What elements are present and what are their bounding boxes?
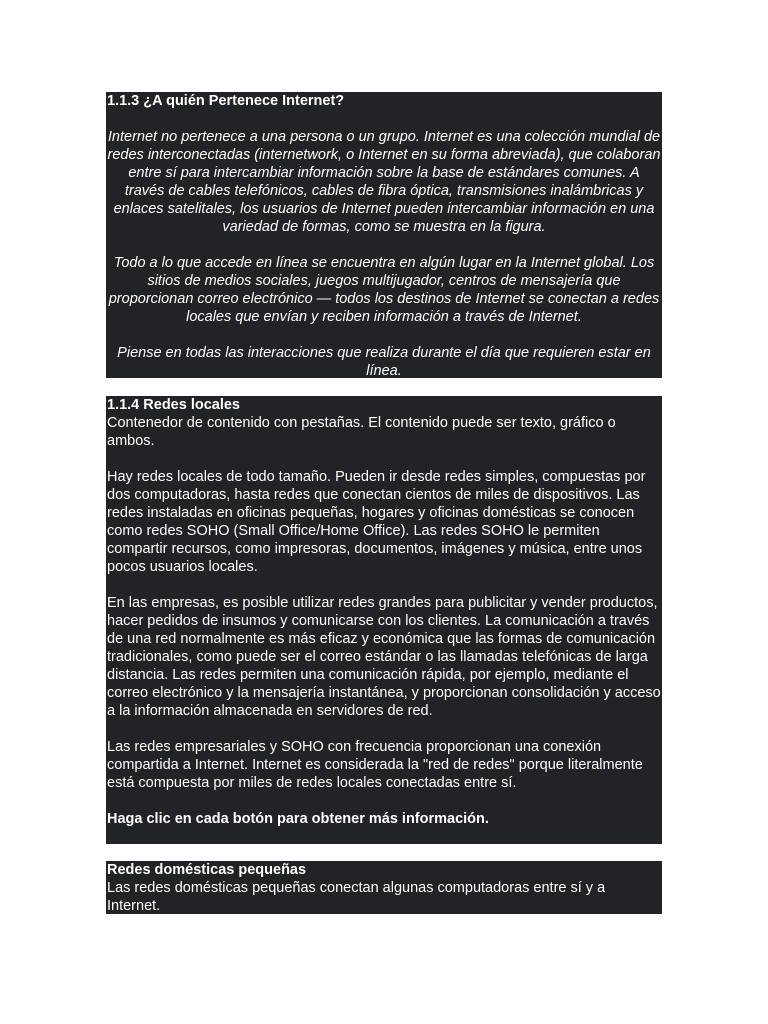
intro-text: Contenedor de contenido con pestañas. El contenido puede ser texto, gráfico o ambos. (107, 415, 616, 449)
paragraph: Hay redes locales de todo tamaño. Pueden ir desde redes simples, compuestas por dos computadoras, hasta redes que conectan cientos de miles de dispositivos. Las redes instaladas en oficinas pequeñas, hogares y oficinas domésticas se conocen como redes SOHO (Small Office/Home Office). Las redes SOHO le permiten compartir recursos, como impresoras, documentos, imágenes y música, entre unos pocos usuarios locales. (107, 469, 646, 575)
section-heading: 1.1.3 ¿A quién Pertenece Internet? (107, 93, 345, 109)
paragraph: Piense en todas las interacciones que realiza durante el día que requieren estar en línea. (117, 345, 651, 379)
section-local-networks (106, 396, 662, 844)
paragraph: Las redes domésticas pequeñas conectan algunas computadoras entre sí y a Internet. (107, 880, 606, 914)
instruction-text: Haga clic en cada botón para obtener más información. (107, 811, 489, 827)
section-small-home-networks (106, 861, 662, 914)
section-heading: 1.1.4 Redes locales (107, 397, 240, 413)
paragraph: Las redes empresariales y SOHO con frecuencia proporcionan una conexión compartida a Internet. Internet es considerada la "red de redes" porque literalmente está compuesta por miles de redes locales conectadas entre sí. (107, 739, 643, 791)
section-internet-ownership (106, 92, 662, 378)
paragraph: Todo a lo que accede en línea se encuentra en algún lugar en la Internet global. Los sitios de medios sociales, juegos multijugador, centros de mensajería que proporcionan correo electrónico — todos los destinos de Internet se conectan a redes locales que envían y reciben información a través de Internet. (108, 255, 660, 325)
paragraph: Internet no pertenece a una persona o un grupo. Internet es una colección mundial de redes interconectadas (internetwork, o Internet en su forma abreviada), que colaboran entre sí para intercambiar información sobre la base de estándares comunes. A través de cables telefónicos, cables de fibra óptica, transmisiones inalámbricas y enlaces satelitales, los usuarios de Internet pueden intercambiar información en una variedad de formas, como se muestra en la figura. (107, 129, 661, 235)
section-heading: Redes domésticas pequeñas (107, 862, 307, 878)
paragraph: En las empresas, es posible utilizar redes grandes para publicitar y vender productos, hacer pedidos de insumos y comunicarse con los clientes. La comunicación a través de una red normalmente es más eficaz y económica que las formas de comunicación tradicionales, como puede ser el correo estándar o las llamadas telefónicas de larga distancia. Las redes permiten una comunicación rápida, por ejemplo, mediante el correo electrónico y la mensajería instantánea, y proporcionan consolidación y acceso a la información almacenada en servidores de red. (107, 595, 661, 719)
